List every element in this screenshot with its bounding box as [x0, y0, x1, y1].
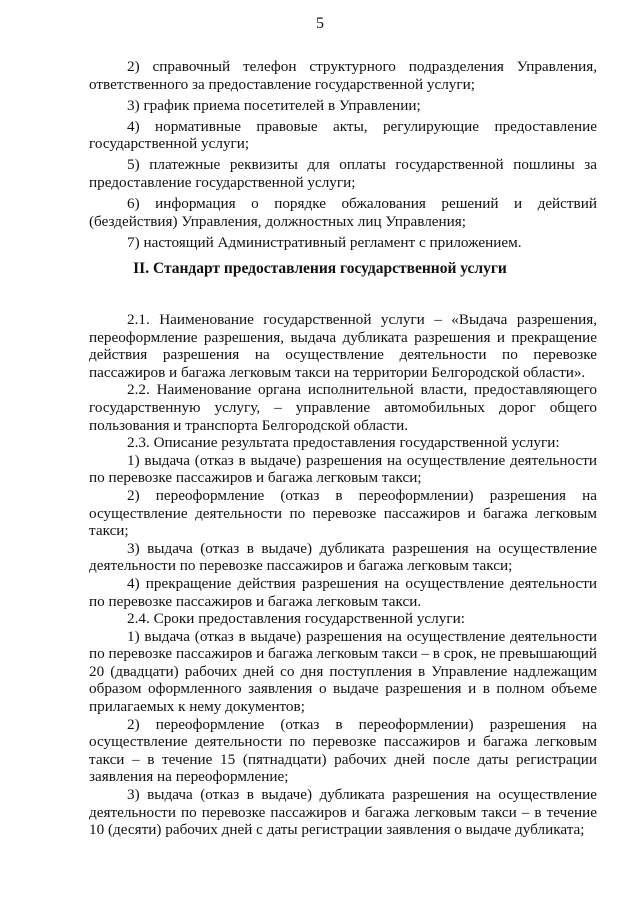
information-list	[89, 58, 597, 251]
list-item: 2) справочный телефон структурного подразделения Управления, ответственного за предоставление государственной услуги;	[89, 58, 597, 93]
list-item: 3) график приема посетителей в Управлении;	[127, 96, 421, 114]
paragraph: 3) выдача (отказ в выдаче) дубликата разрешения на осуществление деятельности по перевозке пассажиров и багажа легковым такси;	[89, 539, 597, 575]
list-item: 4) нормативные правовые акты, регулирующие предоставление государственной услуги;	[89, 117, 597, 153]
paragraph: 2.4. Сроки предоставления государственной услуги:	[127, 610, 465, 628]
paragraph: 3) выдача (отказ в выдаче) дубликата разрешения на осуществление деятельности по перевозке пассажиров и багажа легковым такси – в течение 10 (десяти) рабочих дней с даты регистрации заявления о выдаче дубликата;	[89, 786, 597, 839]
page-number: 5	[316, 15, 324, 32]
paragraph: 1) выдача (отказ в выдаче) разрешения на осуществление деятельности по перевозке пассажиров и багажа легковым такси – в срок, не превышающий 20 (двадцати) рабочих дней со дня поступления в Управление надлежащим образом оформленного заявления о выдаче разрешения и в полном объеме прилагаемых к нему документов;	[89, 627, 597, 716]
list-item: 6) информация о порядке обжалования решений и действий (бездействия) Управления, должностных лиц Управления;	[89, 195, 597, 230]
list-item: 7) настоящий Административный регламент с приложением.	[127, 233, 522, 251]
paragraph: 2.2. Наименование органа исполнительной власти, предоставляющего государственную услугу, – управление автомобильных дорог общего пользования и транспорта Белгородской области.	[89, 381, 597, 434]
list-item: 5) платежные реквизиты для оплаты государственной пошлины за предоставление государственной услуги;	[89, 156, 597, 192]
section-heading: II. Стандарт предоставления государственной услуги	[133, 260, 507, 277]
paragraph: 2) переоформление (отказ в переоформлении) разрешения на осуществление деятельности по перевозке пассажиров и багажа легковым такси – в течение 15 (пятнадцати) рабочих дней после даты регистрации заявления на переоформление;	[89, 715, 597, 786]
paragraph: 2.3. Описание результата предоставления государственной услуги:	[127, 434, 560, 452]
paragraph: 4) прекращение действия разрешения на осуществление деятельности по перевозке пассажиров и багажа легковым такси.	[89, 574, 597, 610]
paragraph: 2.1. Наименование государственной услуги – «Выдача разрешения, переоформление разрешения, выдача дубликата разрешения и прекращение действия разрешения на осуществление деятельности по перевозке пассажиров и багажа легковым такси на территории Белгородской области».	[89, 311, 597, 381]
paragraph: 1) выдача (отказ в выдаче) разрешения на осуществление деятельности по перевозке пассажиров и багажа легковым такси;	[89, 451, 597, 487]
paragraph: 2) переоформление (отказ в переоформлении) разрешения на осуществление деятельности по перевозке пассажиров и багажа легковым такси;	[89, 486, 597, 540]
section-body	[89, 311, 597, 839]
